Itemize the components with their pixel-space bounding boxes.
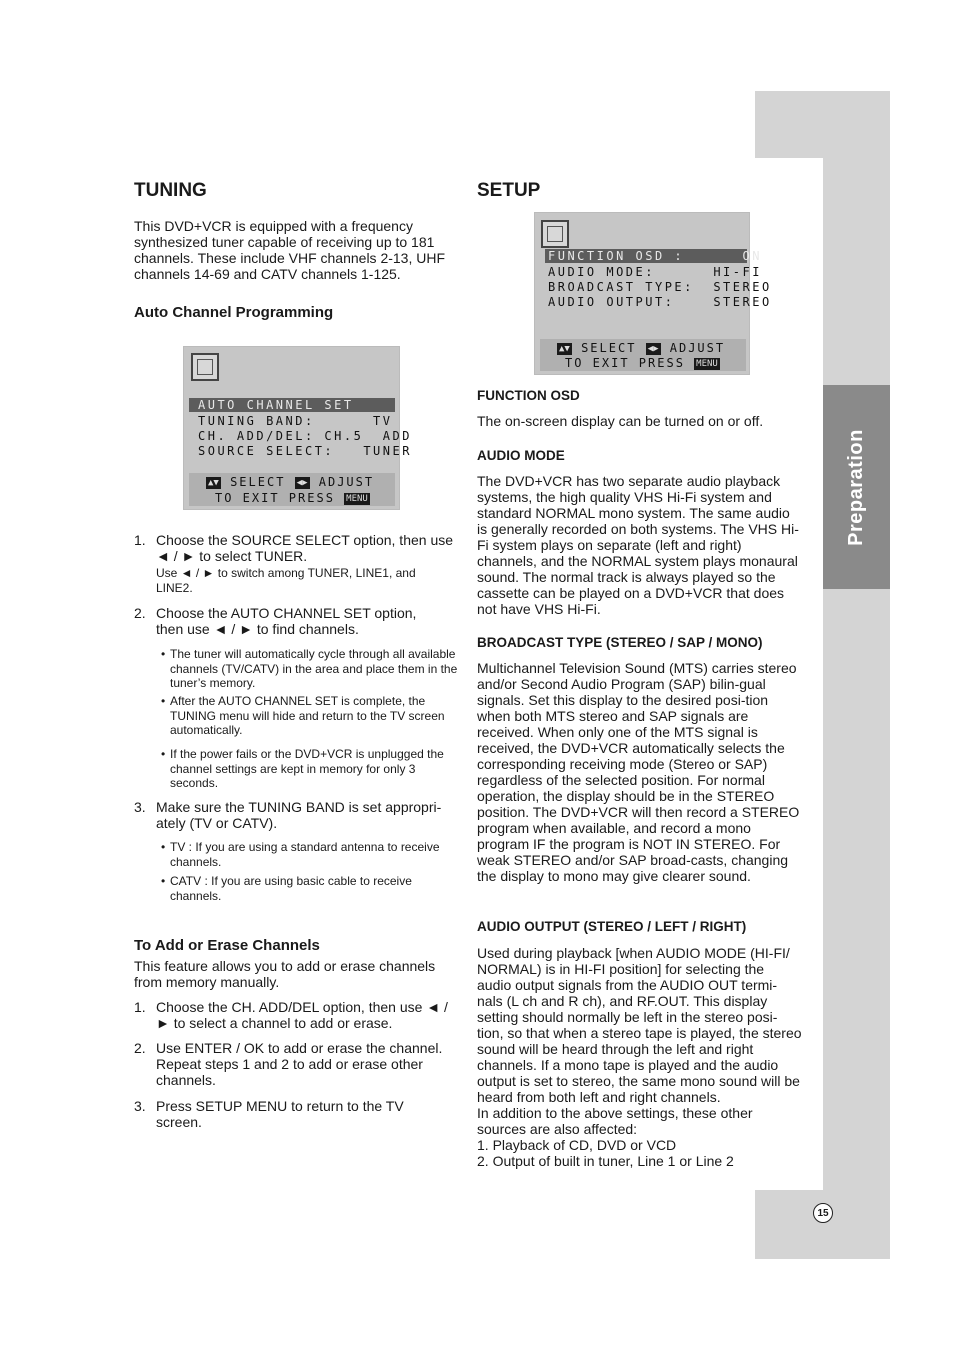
up-down-key-icon: ▲▼ bbox=[559, 343, 570, 354]
add-erase-heading: To Add or Erase Channels bbox=[134, 937, 320, 954]
add-erase-intro: This feature allows you to add or erase channels from memory manually. bbox=[134, 958, 436, 990]
auto-channel-osd-screen bbox=[183, 346, 412, 510]
osd-line-audio-mode: AUDIO MODE: HI-FI bbox=[548, 265, 762, 279]
osd-footer-line1: ▲▼ SELECT ◀▶ ADJUST bbox=[208, 475, 375, 489]
up-down-key-icon: ▲▼ bbox=[208, 477, 219, 488]
page-number: 15 bbox=[813, 1203, 833, 1223]
source-item-2: 2. Output of built in tuner, Line 1 or Line 2 bbox=[477, 1153, 734, 1169]
function-osd-text: The on-screen display can be turned on or off. bbox=[477, 413, 764, 429]
left-right-key-icon: ◀▶ bbox=[647, 343, 659, 354]
tuning-step-3: 3. Make sure the TUNING BAND is set appropri-ately (TV or CATV). bbox=[134, 799, 442, 831]
bullet-item: • After the AUTO CHANNEL SET is complete, the TUNING menu will hide and return to the TV screen automatically. bbox=[161, 694, 445, 737]
osd-line-auto-channel-set: AUTO CHANNEL SET bbox=[198, 398, 354, 412]
left-right-key-icon: ◀▶ bbox=[296, 477, 308, 488]
audio-output-text: Used during playback [when AUDIO MODE (HI-FI/ NORMAL) is in HI-FI position] for selecting the audio output signals from the AUDIO OUT termi-nals (L ch and R ch), and RF.OUT. This display setting should normally be left in the stereo posi-tion, so that when a stereo tape is played, the stereo sound will be heard through the left and right channels. If a mono tape is played and the audio output is set to stereo, the same mono sound will be heard from both left and right channels. bbox=[477, 945, 802, 1105]
osd-line-tuning-band: TUNING BAND: TV bbox=[198, 414, 393, 428]
audio-mode-heading: AUDIO MODE bbox=[477, 448, 565, 463]
bullet-item: • CATV : If you are using basic cable to receive channels. bbox=[161, 874, 412, 903]
osd-line-broadcast-type: BROADCAST TYPE: STEREO bbox=[548, 280, 772, 294]
bullet-item: • TV : If you are using a standard antenna to receive channels. bbox=[161, 840, 440, 869]
add-step-1: 1. Choose the CH. ADD/DEL option, then use ◄ / ► to select a channel to add or erase. bbox=[134, 999, 448, 1031]
osd-line-ch-add-del: CH. ADD/DEL: CH.5 ADD bbox=[198, 429, 412, 443]
osd-line-function-osd: FUNCTION OSD : ON bbox=[548, 249, 762, 263]
menu-key-icon: MENU bbox=[346, 493, 368, 504]
osd-footer-line2: TO EXIT PRESS MENU bbox=[565, 356, 718, 370]
auto-channel-heading: Auto Channel Programming bbox=[134, 304, 334, 321]
tuning-step-2: 2. Choose the AUTO CHANNEL SET option, then use ◄ / ► to find channels. bbox=[134, 605, 417, 637]
function-osd-heading: FUNCTION OSD bbox=[477, 388, 580, 403]
tuning-step-1: 1. Choose the SOURCE SELECT option, then use ◄ / ► to select TUNER. Use ◄ / ► to switch among TUNER, LINE1, and LINE2. bbox=[134, 532, 454, 595]
osd-footer-line2: TO EXIT PRESS MENU bbox=[215, 491, 368, 505]
bullet-item: • If the power fails or the DVD+VCR is unplugged the channel settings are kept in memory for only 3 seconds. bbox=[161, 747, 444, 790]
add-step-3: 3. Press SETUP MENU to return to the TV screen. bbox=[134, 1098, 404, 1130]
audio-output-heading: AUDIO OUTPUT (STEREO / LEFT / RIGHT) bbox=[477, 919, 747, 934]
tuning-title: TUNING bbox=[134, 180, 207, 201]
osd-line-audio-output: AUDIO OUTPUT: STEREO bbox=[548, 295, 772, 309]
sidebar-top-block bbox=[755, 91, 890, 158]
broadcast-type-heading: BROADCAST TYPE (STEREO / SAP / MONO) bbox=[477, 635, 763, 650]
audio-output-extra: In addition to the above settings, these other sources are also affected: bbox=[477, 1105, 753, 1137]
menu-key-icon: MENU bbox=[696, 358, 718, 369]
bullet-item: • The tuner will automatically cycle through all available channels (TV/CATV) in the area and place them in the tuner’s memory. bbox=[161, 647, 458, 690]
setup-osd-screen bbox=[534, 212, 772, 375]
tuning-intro: This DVD+VCR is equipped with a frequency synthesized tuner capable of receiving up to 181 channels. These include VHF channels 2-13, UHF channels 14-69 and CATV channels 1-125. bbox=[134, 218, 446, 282]
setup-title: SETUP bbox=[477, 180, 541, 201]
setup-icon bbox=[541, 220, 569, 248]
source-item-1: 1. Playback of CD, DVD or VCD bbox=[477, 1137, 677, 1153]
osd-line-source-select: SOURCE SELECT: TUNER bbox=[198, 444, 412, 458]
osd-footer-line1: ▲▼ SELECT ◀▶ ADJUST bbox=[559, 341, 726, 355]
sidebar-strip bbox=[823, 158, 890, 1190]
tuner-icon bbox=[191, 353, 219, 381]
add-step-2: 2. Use ENTER / OK to add or erase the channel. Repeat steps 1 and 2 to add or erase other channels. bbox=[134, 1040, 443, 1088]
audio-mode-text: The DVD+VCR has two separate audio playback systems, the high quality VHS Hi-Fi system and standard NORMAL mono system. The same audio is generally recorded on both systems. The VHS Hi-Fi system plays on separate (left and right) channels, and the NORMAL system plays monaural sound. The normal track is always played so the cassette can be played on a DVD+VCR that does not have VHS Hi-Fi. bbox=[477, 473, 799, 617]
section-tab-label: Preparation bbox=[845, 428, 867, 546]
broadcast-type-text: Multichannel Television Sound (MTS) carries stereo and/or Second Audio Program (SAP) bilin-gual signals. Set this display to the desired posi-tion when both MTS stereo and SAP signals are received. When only one of the MTS signal is received, the DVD+VCR automatically selects the corresponding receiving mode (Stereo or SAP) regardless of the selected position. For normal operation, the display should be in the STEREO position. The DVD+VCR will then record a STEREO program when available, and record a mono program IF the program is NOT IN STEREO. For weak STEREO and/or SAP broad-casts, changing the display to mono may give clearer sound. bbox=[477, 660, 800, 884]
sidebar-bottom-block bbox=[755, 1190, 890, 1259]
